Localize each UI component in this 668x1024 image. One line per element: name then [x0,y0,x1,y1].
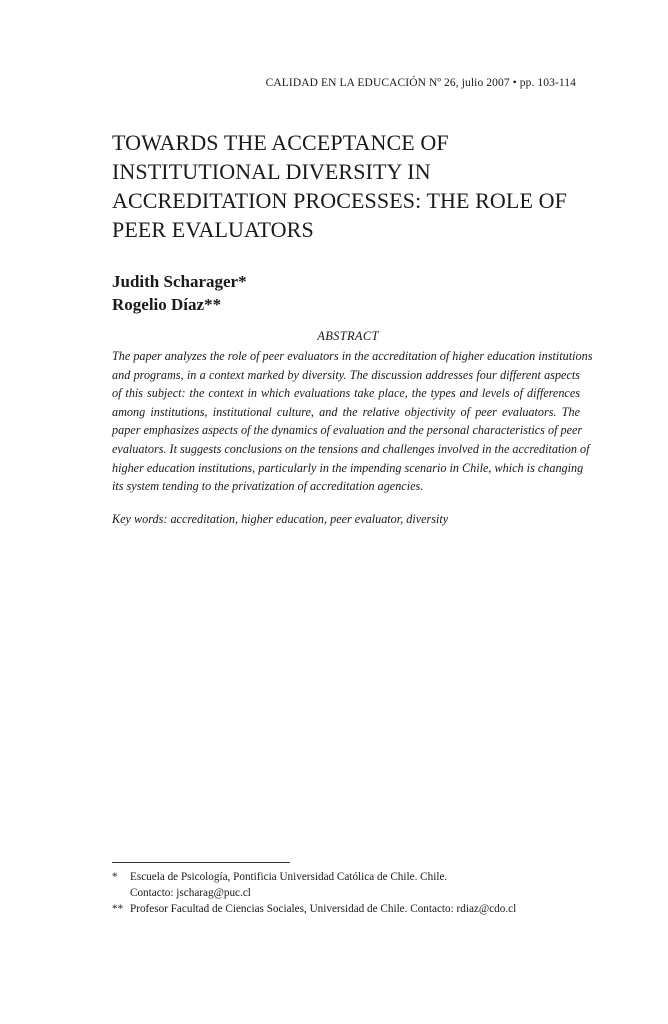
abstract-line: The paper analyzes the role of peer evaluators in the accreditation of higher education institutions [112,349,593,363]
author-list [112,270,247,316]
abstract-line: of this subject: the context in which evaluations take place, the types and levels of differences [112,386,580,401]
title-line: PEER EVALUATORS [112,217,314,242]
abstract-line: and programs, in a context marked by diversity. The discussion addresses four different aspects [112,367,580,382]
footnotes [112,869,582,917]
running-head: CALIDAD EN LA EDUCACIÓN Nº 26, julio 2007 • pp. 103-114 [265,77,576,89]
author-name: Judith Scharager* [112,272,247,291]
author-name: Rogelio Díaz** [112,295,222,314]
footnote [112,901,582,917]
paper-title [112,128,572,244]
keywords: Key words: accreditation, higher education, peer evaluator, diversity [112,512,449,526]
abstract-line: paper emphasizes aspects of the dynamics of evaluation and the personal characteristics of peer [112,423,583,438]
footnote-mark: * [112,871,118,883]
title-line: TOWARDS THE ACCEPTANCE OF [112,130,449,155]
abstract-heading-text: ABSTRACT [317,329,379,343]
abstract-line: its system tending to the privatization of accreditation agencies. [112,479,424,494]
footnote-email-line: Contacto: jscharag@puc.cl [130,887,251,899]
title-line: INSTITUTIONAL DIVERSITY IN [112,159,431,184]
footnote [112,869,582,901]
abstract-line: higher education institutions, particularly in the impending scenario in Chile, which is changing [112,460,584,475]
footnote-line: Profesor Facultad de Ciencias Sociales, Universidad de Chile. Contacto: rdiaz@cdo.cl [130,903,517,915]
footnote-mark: ** [112,903,124,915]
abstract-line: evaluators. It suggests conclusions on the tensions and challenges involved in the accreditation of [112,441,590,456]
title-line: ACCREDITATION PROCESSES: THE ROLE OF [112,188,567,213]
footnote-line: Escuela de Psicología, Pontificia Universidad Católica de Chile. Chile. [130,871,448,883]
abstract-heading [0,329,668,344]
footnote-divider [112,862,290,863]
abstract-body [112,347,593,496]
abstract-line: among institutions, institutional culture, and the relative objectivity of peer evaluators. The [112,404,580,419]
